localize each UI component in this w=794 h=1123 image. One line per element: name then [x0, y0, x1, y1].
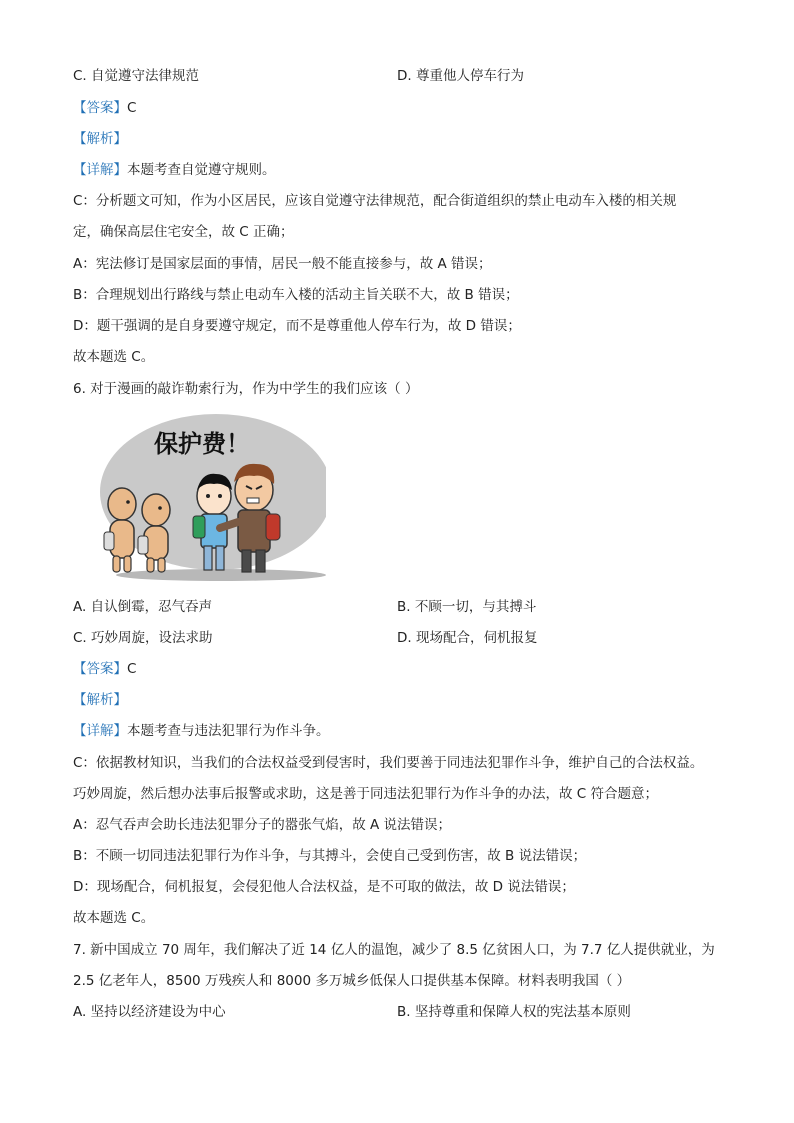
q6-conclusion: 故本题选 C。	[73, 910, 155, 926]
q6-option-d: D. 现场配合，伺机报复	[397, 630, 538, 646]
q5-option-d: D. 尊重他人停车行为	[397, 68, 524, 84]
detail-tag: 【详解】	[73, 162, 127, 178]
answer-value: C	[127, 100, 137, 116]
q7-stem-line-1: 7. 新中国成立 70 周年，我们解决了近 14 亿人的温饱，减少了 8.5 亿贫困人口，为 7.7 亿人提供就业，为	[73, 942, 715, 958]
q5-explain-line-3: A：宪法修订是国家层面的事情，居民一般不能直接参与，故 A 错误；	[73, 256, 492, 272]
answer-value: C	[127, 661, 137, 677]
analysis-tag: 【解析】	[73, 131, 127, 147]
detail-text: 本题考查自觉遵守规则。	[127, 162, 276, 178]
q6-analysis-tag	[73, 691, 127, 709]
q6-stem: 6. 对于漫画的敲诈勒索行为，作为中学生的我们应该（ ）	[73, 381, 419, 397]
q6-explain-line-3: A：忍气吞声会助长违法犯罪分子的嚣张气焰，故 A 说法错误；	[73, 817, 452, 833]
q6-explain-line-1: C：依据教材知识，当我们的合法权益受到侵害时，我们要善于同违法犯罪作斗争，维护自己的合法权益。	[73, 755, 704, 771]
q7-option-a: A. 坚持以经济建设为中心	[73, 1004, 226, 1020]
q5-analysis-tag	[73, 130, 127, 148]
q6-option-b: B. 不顾一切，与其搏斗	[397, 599, 537, 615]
q6-explain-line-4: B：不顾一切同违法犯罪行为作斗争，与其搏斗，会使自己受到伤害，故 B 说法错误；	[73, 848, 587, 864]
q6-detail	[73, 722, 330, 740]
q6-option-c: C. 巧妙周旋，设法求助	[73, 630, 213, 646]
answer-tag: 【答案】	[73, 661, 127, 677]
q6-explain-line-2: 巧妙周旋，然后想办法事后报警或求助，这是善于同违法犯罪行为作斗争的办法，故 C 符合题意；	[73, 786, 659, 802]
q7-stem-line-2: 2.5 亿老年人，8500 万残疾人和 8000 多万城乡低保人口提供基本保障。材料表明我国（ ）	[73, 973, 631, 989]
q5-answer	[73, 99, 136, 117]
detail-text: 本题考查与违法犯罪行为作斗争。	[127, 723, 330, 739]
detail-tag: 【详解】	[73, 723, 127, 739]
comic-speech-text: 保护费！	[154, 430, 250, 458]
answer-tag: 【答案】	[73, 100, 127, 116]
q5-explain-line-2: 定，确保高层住宅安全，故 C 正确；	[73, 224, 294, 240]
q5-explain-line-1: C：分析题文可知，作为小区居民，应该自觉遵守法律规范，配合街道组织的禁止电动车入楼的相关规	[73, 193, 677, 209]
q5-conclusion: 故本题选 C。	[73, 349, 155, 365]
analysis-tag: 【解析】	[73, 692, 127, 708]
bystander-figure-left	[104, 488, 136, 572]
q5-detail	[73, 161, 276, 179]
q6-answer	[73, 660, 136, 678]
q5-explain-line-4: B：合理规划出行路线与禁止电动车入楼的活动主旨关联不大，故 B 错误；	[73, 287, 519, 303]
q5-option-c: C. 自觉遵守法律规范	[73, 68, 200, 84]
q5-explain-line-5: D：题干强调的是自身要遵守规定，而不是尊重他人停车行为，故 D 错误；	[73, 318, 521, 334]
extortion-comic-image	[96, 412, 326, 584]
q6-option-a: A. 自认倒霉，忍气吞声	[73, 599, 213, 615]
q6-explain-line-5: D：现场配合，伺机报复，会侵犯他人合法权益，是不可取的做法，故 D 说法错误；	[73, 879, 575, 895]
q7-option-b: B. 坚持尊重和保障人权的宪法基本原则	[397, 1004, 631, 1020]
